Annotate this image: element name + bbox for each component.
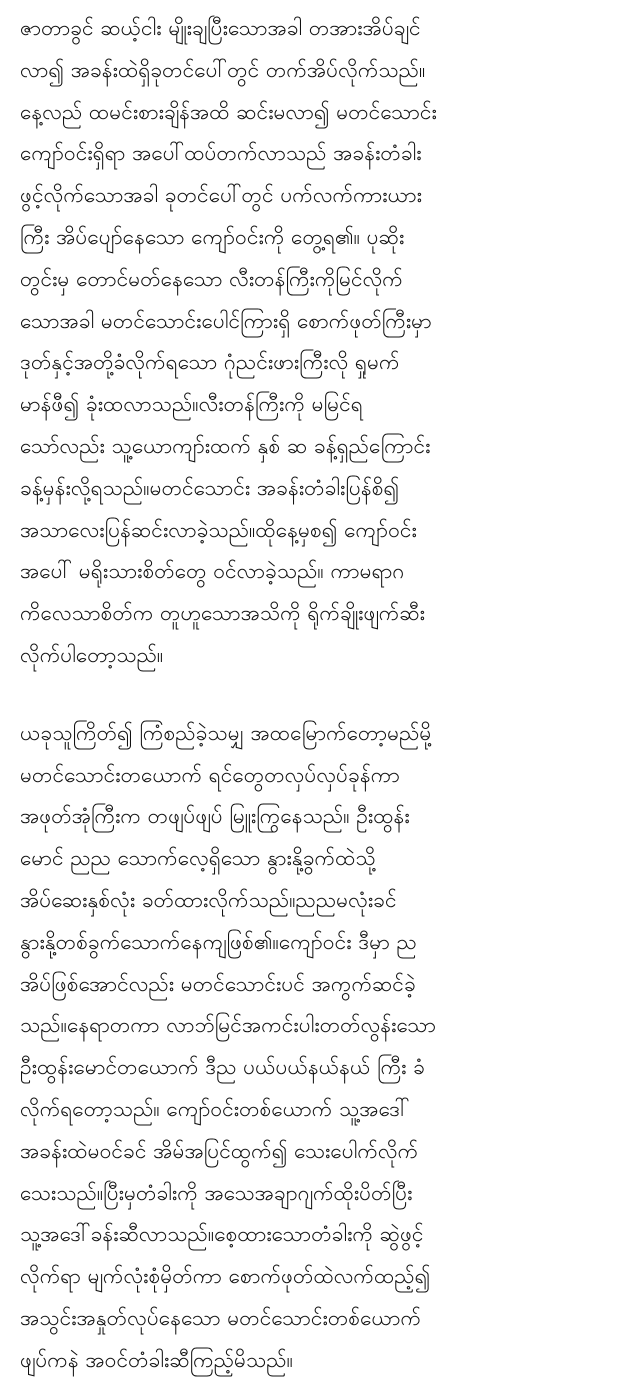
- text-line: ခန့်မှန်းလို့ရသည်။မတင်သောင်း အခန်းတံခါးပြန်စိ၍: [20, 475, 400, 500]
- text-line: အသာလေးပြန်ဆင်းလာခဲ့သည်။ထိုနေ့မှစ၍ ကျော်ဝင်း: [20, 517, 417, 542]
- text-line: ဖွင့်လိုက်သောအခါ ခုတင်ပေါ်တွင် ပက်လက်ကားယား: [20, 183, 422, 208]
- text-line: အပေါ် မရိုးသားစိတ်တွေ ဝင်လာခဲ့သည်။ ကာမရာဂ: [20, 559, 405, 584]
- text-line: ကိလေသာစိတ်က တူဟူသောအသိကို ရိုက်ချိုးဖျက်ဆီး: [20, 601, 425, 626]
- text-line: တွင်းမှ တောင်မတ်နေသော လီးတန်ကြီးကိုမြင်လိုက်: [20, 266, 403, 291]
- text-line: မာန်ဖီ၍ ခုံးထလာသည်။လီးတန်ကြီးကို မမြင်ရ: [20, 392, 363, 417]
- text-line: အိပ်ဆေးနှစ်လုံး ခတ်ထားလိုက်သည်။ညညမလုံးခင်: [20, 887, 397, 912]
- text-line: သေးသည်။ပြီးမှတံခါးကို အသေအချာဂျက်ထိုးပိတ်ပြီး: [20, 1180, 413, 1205]
- text-line: ကြီး အိပ်ပျော်နေသော ကျော်ဝင်းကို တွေ့ရ၏။ ပုဆိုး: [20, 224, 405, 249]
- text-line: နွားနို့တစ်ခွက်သောက်နေကျဖြစ်၏။ကျော်ဝင်း ဒီမှာ ည: [20, 929, 417, 954]
- text-line: သောအခါ မတင်သောင်းပေါင်ကြားရှိ စောက်ဖုတ်ကြီးမှာ: [20, 308, 432, 333]
- text-line: ဇာတာခွင် ဆယ့်ငါး မျိုးချပြီးသောအခါ တအားအိပ်ချင်: [20, 16, 421, 40]
- text-line: လိုက်ရတော့သည်။ ကျော်ဝင်းတစ်ယောက် သူ့အဒေါ်: [20, 1096, 410, 1121]
- paragraph-gap: [20, 677, 617, 713]
- text-line: သော်လည်း သူ့ယောကျာ်းထက် နှစ် ဆ ခန့်ရှည်ကြောင်း: [20, 433, 431, 458]
- text-line: သူ့အဒေါ်ခန်းဆီလာသည်။စေ့ထားသောတံခါးကို ဆွဲဖွင့်: [20, 1222, 424, 1247]
- text-line: သည်။နေရာတကာ လာဘ်မြင်အကင်းပါးတတ်လွန်းသော: [20, 1013, 436, 1038]
- text-line: လာ၍ အခန်းထဲရှိခုတင်ပေါ်တွင် တက်အိပ်လိုက်သည်။: [20, 57, 426, 82]
- text-line: နေ့လည် ထမင်းစားချိန်အထိ ဆင်းမလာ၍ မတင်သောင်း: [20, 99, 437, 124]
- text-line: မောင် ညည သောက်လေ့ရှိသော နွားနို့ခွက်ထဲသို့: [20, 846, 376, 871]
- text-line: ယခုသူကြိတ်၍ ကြံစည်ခဲ့သမျှ အထမြောက်တော့မည်မို့: [20, 720, 432, 745]
- text-line: အဖုတ်အုံကြီးက တဖျပ်ဖျပ် မြူးကြွနေသည်။ ဦးထွန်း: [20, 804, 410, 829]
- text-line: လိုက်ရာ မျက်လုံးစုံမှိတ်ကာ စောက်ဖုတ်ထဲလက်ထည့်၍: [20, 1264, 431, 1289]
- text-line: အိပ်ဖြစ်အောင်လည်း မတင်သောင်းပင် အကွက်ဆင်ခဲ့: [20, 971, 416, 996]
- text-line: လိုက်ပါတော့သည်။: [20, 642, 164, 667]
- text-line: အသွင်းအနှုတ်လုပ်နေသော မတင်သောင်းတစ်ယောက်: [20, 1305, 422, 1330]
- text-line: ဖျပ်ကနဲ အဝင်တံခါးဆီကြည့်မိသည်။: [20, 1347, 293, 1372]
- text-line: အခန်းထဲမဝင်ခင် အိမ်အပြင်ထွက်၍ သေးပေါက်လိုက်: [20, 1138, 419, 1163]
- text-line: ကျော်ဝင်းရှိရာ အပေါ်ထပ်တက်လာသည် အခန်းတံခါး: [20, 141, 422, 166]
- text-line: မတင်သောင်းတယောက် ရင်တွေတလှပ်လှပ်ခုန်ကာ: [20, 762, 400, 787]
- text-line: ဒုတ်နှင့်အတို့ခံလိုက်ရသော ဂုံညင်းဖားကြီးလို ရှုမက်: [20, 350, 400, 375]
- text-line: ဦးထွန်းမောင်တယောက် ဒီည ပယ်ပယ်နယ်နယ် ကြီး ခံ: [20, 1055, 425, 1080]
- paragraph-1: [20, 8, 617, 677]
- paragraph-2: [20, 713, 617, 1382]
